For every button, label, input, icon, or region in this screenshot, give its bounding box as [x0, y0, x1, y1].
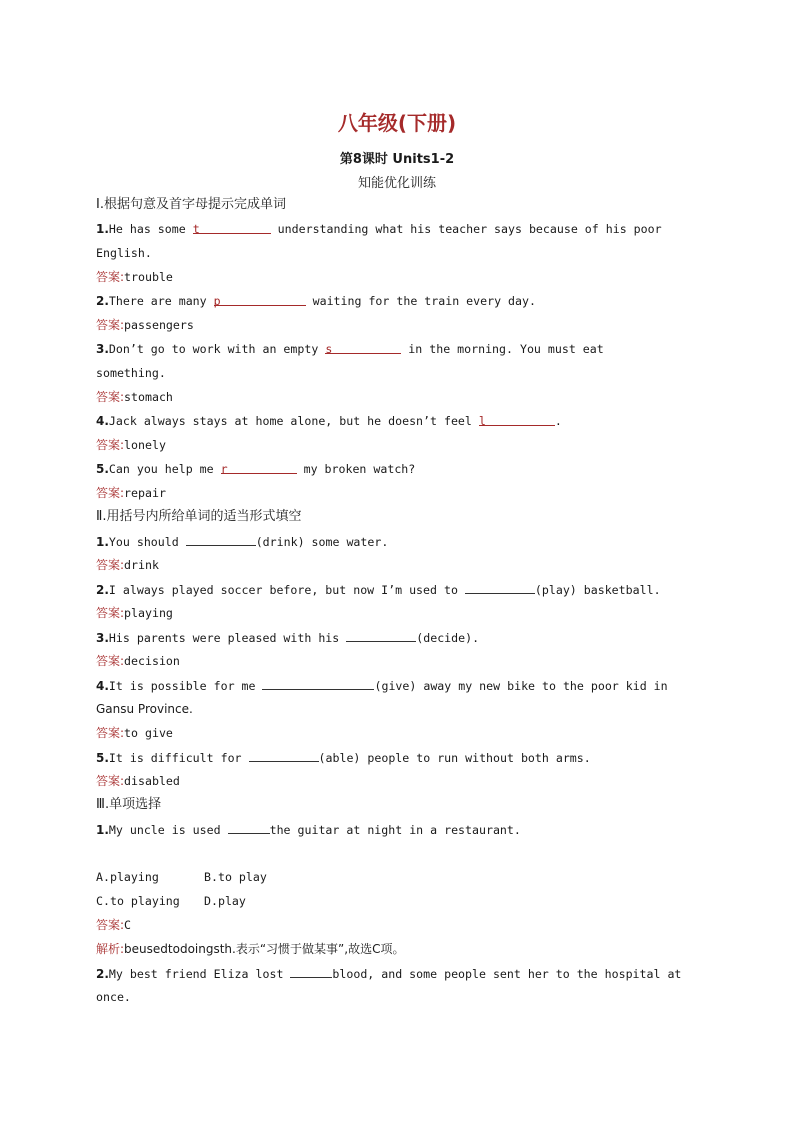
answer-blank[interactable]: l [479, 412, 555, 426]
section-1-heading: Ⅰ.根据句意及首字母提示完成单词 [96, 197, 286, 212]
s3-q2: 2.My best friend Eliza lost blood, and some people sent her to the hospital at [96, 964, 696, 983]
section-3-heading: Ⅲ.单项选择 [96, 797, 162, 812]
option-b[interactable]: B.to play [204, 870, 267, 884]
s2-q5-answer: 答案:disabled [96, 774, 180, 788]
s2-q3: 3.His parents were pleased with his (decide). [96, 628, 696, 647]
option-d[interactable]: D.play [204, 894, 246, 908]
s2-q2: 2.I always played soccer before, but now I’m used to (play) basketball. [96, 580, 696, 599]
s1-q5-answer: 答案:repair [96, 486, 166, 500]
s3-q1: 1.My uncle is used the guitar at night in a restaurant. [96, 820, 696, 839]
answer-blank[interactable]: r [221, 460, 297, 474]
answer-blank[interactable] [262, 676, 374, 690]
s1-q4-answer: 答案:lonely [96, 438, 166, 452]
lesson-subtitle: 知能优化训练 [357, 176, 436, 191]
s3-q1-analysis: 解析:beusedtodoingsth.表示“习惯于做某事”,故选C项。 [96, 942, 405, 956]
s1-q3: 3.Don’t go to work with an empty s in the morning. You must eat [96, 342, 604, 356]
answer-blank[interactable] [228, 820, 270, 834]
option-a[interactable]: A.playing [96, 870, 159, 884]
answer-blank[interactable]: t [193, 220, 271, 234]
answer-blank[interactable]: s [325, 340, 401, 354]
s3-q1-answer: 答案:C [96, 918, 132, 932]
s2-q3-answer: 答案:decision [96, 654, 180, 668]
answer-blank[interactable]: p [214, 292, 306, 306]
answer-blank[interactable] [249, 748, 319, 762]
s2-q2-answer: 答案:playing [96, 606, 173, 620]
s1-q5: 5.Can you help me r my broken watch? [96, 462, 416, 476]
s2-q4-answer: 答案:to give [96, 726, 173, 740]
s3-q1-options-row2 [96, 892, 696, 910]
s1-q2: 2.There are many p waiting for the train every day. [96, 294, 536, 308]
s1-q4: 4.Jack always stays at home alone, but he doesn’t feel l . [96, 414, 562, 428]
s2-q1-answer: 答案:drink [96, 558, 159, 572]
s1-q2-answer: 答案:passengers [96, 318, 194, 332]
lesson-title: 第8课时 Units1-2 [339, 152, 455, 167]
s3-q2-cont: once. [96, 990, 131, 1004]
answer-blank[interactable] [346, 628, 416, 642]
s2-q5: 5.It is difficult for (able) people to run without both arms. [96, 748, 696, 767]
answer-blank[interactable] [290, 964, 332, 978]
s2-q1: 1.You should (drink) some water. [96, 532, 696, 551]
answer-blank[interactable] [465, 580, 535, 594]
s1-q3-cont: something. [96, 366, 166, 380]
s1-q1: 1.He has some t understanding what his teacher says because of his poor [96, 222, 662, 236]
section-2-heading: Ⅱ.用括号内所给单词的适当形式填空 [96, 509, 302, 524]
s1-q1-cont: English. [96, 246, 152, 260]
s2-q4-cont: Gansu Province. [96, 702, 193, 716]
answer-blank[interactable] [186, 532, 256, 546]
s3-q1-options-row1 [96, 868, 696, 886]
question-number: 1. [96, 222, 109, 236]
s1-q1-answer: 答案:trouble [96, 270, 173, 284]
s1-q3-answer: 答案:stomach [96, 390, 173, 404]
page-title: 八年级(下册) [337, 111, 457, 135]
option-c[interactable]: C.to playing [96, 894, 180, 908]
s2-q4: 4.It is possible for me (give) away my new bike to the poor kid in [96, 676, 696, 695]
